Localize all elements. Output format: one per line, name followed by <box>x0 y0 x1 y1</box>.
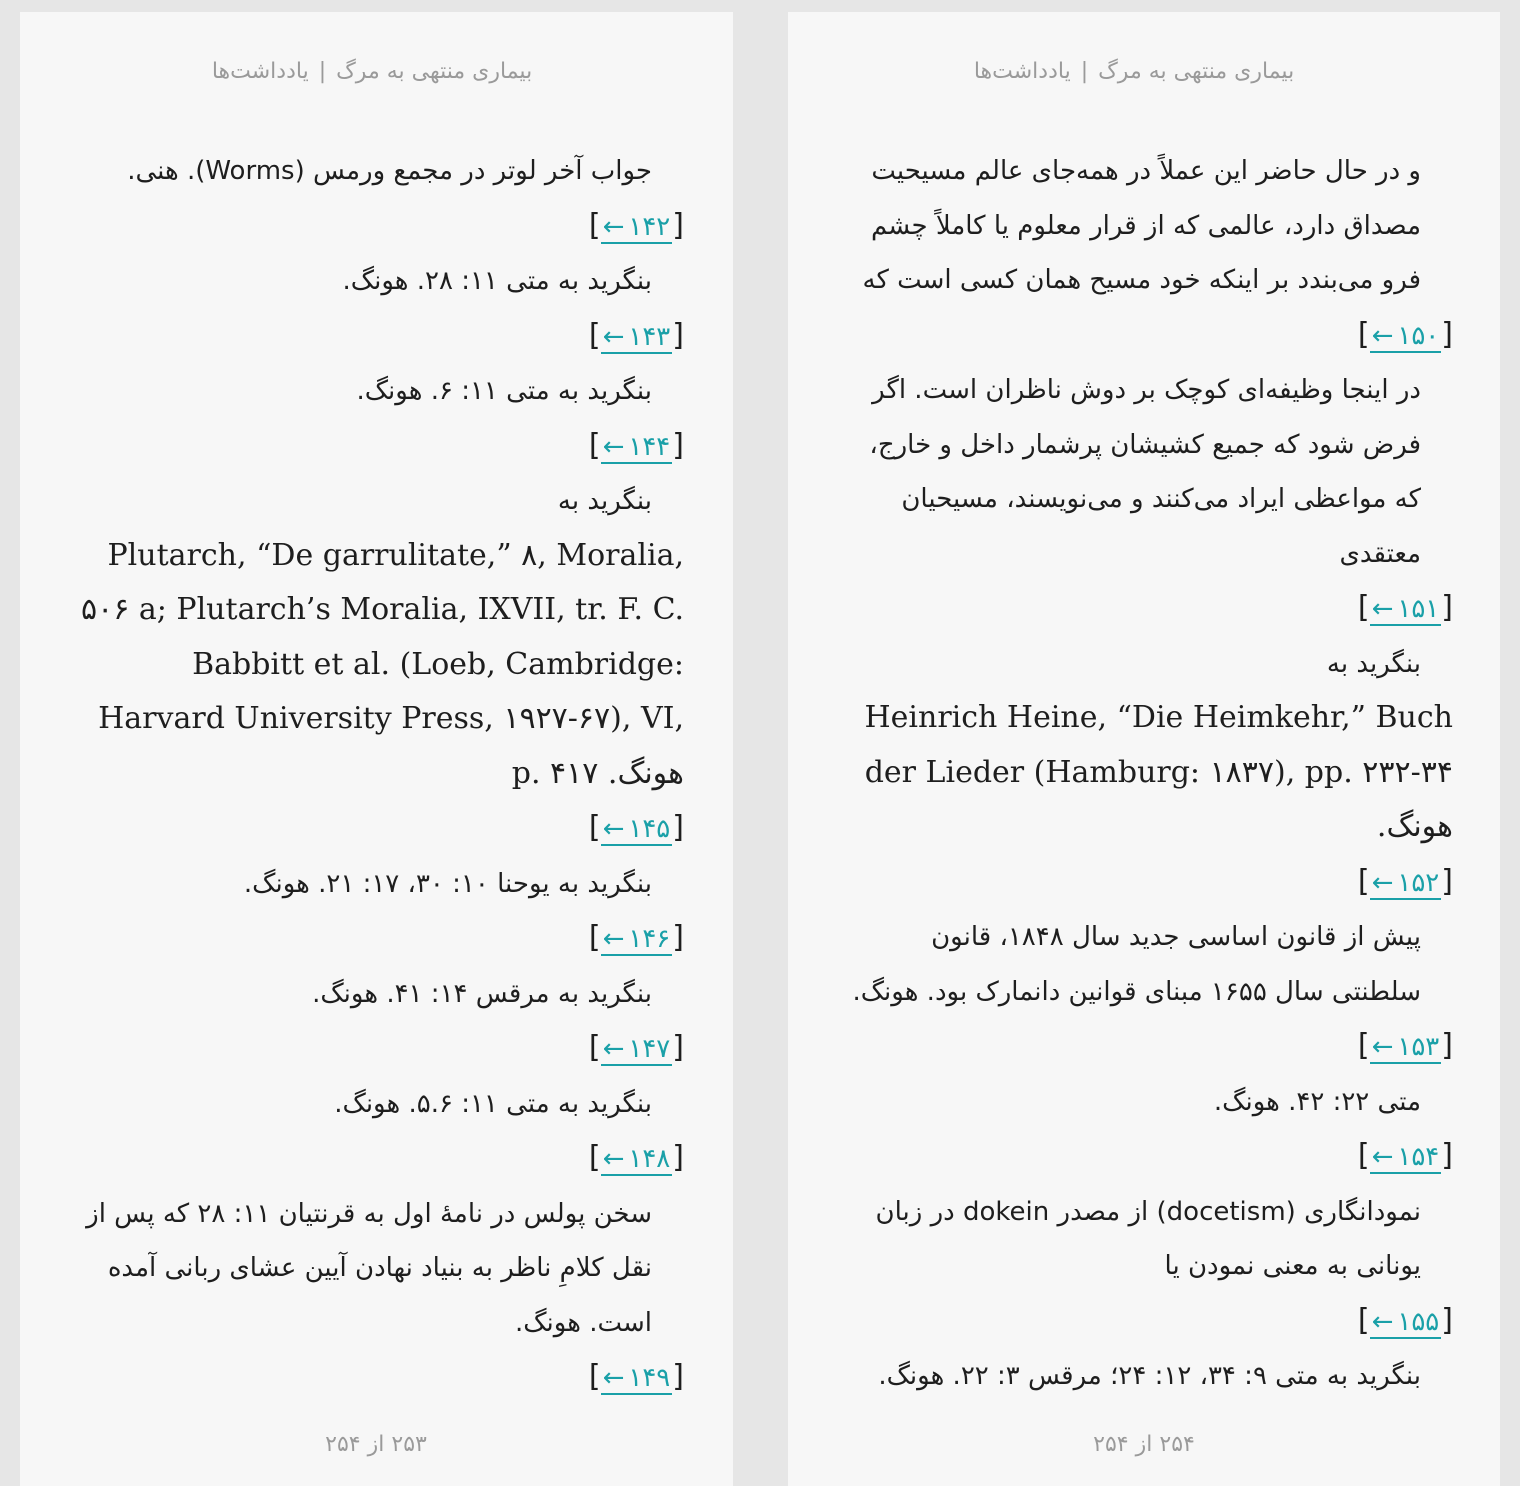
back-arrow-icon[interactable]: ← <box>602 1363 625 1393</box>
back-arrow-icon[interactable]: ← <box>602 1034 625 1064</box>
bracket-open: [ <box>672 1359 684 1394</box>
bracket-open: [ <box>1441 316 1453 352</box>
notes-body <box>838 144 1453 1404</box>
current-page: ۲۵۳ <box>391 1432 427 1457</box>
back-arrow-icon[interactable]: ← <box>1371 1032 1394 1062</box>
note-citation: Heinrich Heine, “Die Heimkehr,” Buch der Lieder (Hamburg: ۱۸۳۷), pp. ۲۳۲-۳۴ .هونگ <box>864 700 1453 844</box>
footnote-return-link[interactable]: ۱۵۵ <box>1397 1306 1440 1337</box>
page-of-label: از <box>1135 1432 1153 1457</box>
note-text: نمودانگاری (docetism) از مصدر dokein در زبان یونانی به معنی نمودن یا <box>875 1196 1421 1281</box>
note-text: بنگرید به متی ۱۱: ۲۸. هونگ. <box>342 266 652 296</box>
bracket-close: ] <box>588 920 601 955</box>
note-backlink <box>78 419 684 475</box>
note-text: بنگرید به مرقس ۱۴: ۴۱. هونگ. <box>312 978 652 1009</box>
footnote-return-link[interactable]: ۱۴۹ <box>628 1363 671 1393</box>
note-text: جواب آخر لوتر در مجمع ورمس (Worms). هنی. <box>127 156 652 186</box>
page-number <box>206 1432 546 1457</box>
section-title: یادداشت‌ها <box>211 58 309 84</box>
bracket-close: ] <box>1357 1028 1370 1063</box>
bracket-open: [ <box>1441 863 1453 899</box>
footnote-return-link[interactable]: ۱۴۵ <box>628 814 671 844</box>
book-title: بیماری منتهی به مرگ <box>336 58 533 84</box>
notes-body <box>78 144 684 1406</box>
note-backlink <box>838 1019 1453 1075</box>
footnote-return-link[interactable]: ۱۵۳ <box>1397 1032 1440 1062</box>
footnote-return-link[interactable]: ۱۴۳ <box>628 321 671 352</box>
note-backlink <box>78 911 684 967</box>
note-backlink <box>838 308 1453 364</box>
bracket-close: ] <box>1357 1138 1370 1173</box>
note-backlink <box>78 1021 684 1077</box>
note-text: بنگرید به متی ۹: ۳۴، ۱۲: ۲۴؛ مرقس ۳: ۲۲. هونگ. <box>878 1361 1421 1391</box>
footnote-return-link[interactable]: ۱۴۴ <box>628 431 671 462</box>
bracket-close: ] <box>588 810 601 845</box>
note-backlink <box>78 199 684 255</box>
footnote-return-link[interactable]: ۱۴۲ <box>628 211 671 242</box>
page-of-label: از <box>367 1432 385 1457</box>
page-number <box>974 1432 1314 1457</box>
section-title: یادداشت‌ها <box>973 58 1071 84</box>
note-backlink <box>78 801 684 857</box>
note-text: بنگرید به یوحنا ۱۰: ۳۰، ۱۷: ۲۱. هونگ. <box>243 868 652 899</box>
footnote-return-link[interactable]: ۱۴۶ <box>628 924 671 954</box>
back-arrow-icon[interactable]: ← <box>602 814 625 844</box>
bracket-close: ] <box>1357 1302 1370 1338</box>
back-arrow-icon[interactable]: ← <box>1371 594 1394 624</box>
header-separator: | <box>318 58 327 84</box>
total-pages: ۲۵۴ <box>325 1432 361 1457</box>
footnote-return-link[interactable]: ۱۵۴ <box>1397 1142 1440 1172</box>
note-backlink <box>838 581 1453 637</box>
back-arrow-icon[interactable]: ← <box>1371 867 1394 898</box>
bracket-close: ] <box>1357 316 1370 352</box>
footnote-return-link[interactable]: ۱۵۲ <box>1397 867 1440 898</box>
bracket-close: ] <box>588 207 601 243</box>
note-citation: Plutarch, “De garrulitate,” ۸, Moralia, ۵۰۶ a; Plutarch’s Moralia, IXVII, tr. F. C. Babbitt et al. (Loeb, Cambridge: Harvard University Press, ۱۹۲۷-۶۷), VI, p. ۴۱۷ .هونگ <box>81 537 684 791</box>
note-backlink <box>78 1131 684 1187</box>
bracket-close: ] <box>588 1359 601 1394</box>
note-text: بنگرید به <box>557 486 652 516</box>
bracket-close: ] <box>588 1030 601 1065</box>
bracket-open: [ <box>672 207 684 243</box>
note-backlink <box>838 855 1453 911</box>
footnote-return-link[interactable]: ۱۴۸ <box>628 1144 671 1174</box>
right-page <box>788 12 1500 1486</box>
note-text: بنگرید به متی ۱۱: ۵.۶. هونگ. <box>334 1088 652 1119</box>
note-text: بنگرید به <box>1326 648 1421 679</box>
running-header <box>202 54 542 88</box>
footnote-return-link[interactable]: ۱۴۷ <box>628 1034 671 1064</box>
back-arrow-icon[interactable]: ← <box>1371 320 1394 351</box>
note-text: پیش از قانون اساسی جدید سال ۱۸۴۸، قانون سلطنتی سال ۱۶۵۵ مبنای قوانین دانمارک بود. هونگ. <box>852 922 1421 1007</box>
note-backlink <box>78 1350 684 1406</box>
back-arrow-icon[interactable]: ← <box>602 211 625 242</box>
bracket-close: ] <box>588 317 601 353</box>
note-backlink <box>838 1294 1453 1350</box>
left-page <box>20 12 733 1486</box>
bracket-open: [ <box>672 1140 684 1175</box>
note-backlink <box>78 309 684 365</box>
note-text: در اینجا وظیفه‌ای کوچک بر دوش ناظران است. اگر فرض شود که جمیع کشیشان پرشمار داخل و خارج، که مواعظی ایراد می‌کنند و می‌نویسند، مسیحیان معتقدی <box>869 375 1421 569</box>
bracket-open: [ <box>672 920 684 955</box>
header-separator: | <box>1080 58 1089 84</box>
back-arrow-icon[interactable]: ← <box>1371 1306 1394 1337</box>
back-arrow-icon[interactable]: ← <box>602 1144 625 1174</box>
note-text: و در حال حاضر این عملاً در همه‌جای عالم مسیحیت مصداق دارد، عالمی که از قرار معلوم یا کاملاً چشم فرو می‌بندد بر اینکه خود مسیح همان کسی است که <box>862 156 1421 295</box>
current-page: ۲۵۴ <box>1159 1432 1195 1457</box>
bracket-open: [ <box>672 317 684 353</box>
bracket-open: [ <box>672 1030 684 1065</box>
bracket-open: [ <box>672 427 684 463</box>
total-pages: ۲۵۴ <box>1093 1432 1129 1457</box>
back-arrow-icon[interactable]: ← <box>602 321 625 352</box>
note-text: متی ۲۲: ۴۲. هونگ. <box>1213 1086 1421 1117</box>
bracket-open: [ <box>1441 1302 1453 1338</box>
footnote-return-link[interactable]: ۱۵۱ <box>1397 594 1440 624</box>
bracket-open: [ <box>1441 1028 1453 1063</box>
bracket-open: [ <box>1441 1138 1453 1173</box>
back-arrow-icon[interactable]: ← <box>602 431 625 462</box>
note-text: بنگرید به متی ۱۱: ۶. هونگ. <box>356 376 652 406</box>
footnote-return-link[interactable]: ۱۵۰ <box>1397 320 1440 351</box>
back-arrow-icon[interactable]: ← <box>602 924 625 954</box>
bracket-open: [ <box>1441 590 1453 625</box>
bracket-open: [ <box>672 810 684 845</box>
bracket-close: ] <box>1357 863 1370 899</box>
running-header <box>964 54 1304 88</box>
bracket-close: ] <box>1357 590 1370 625</box>
bracket-close: ] <box>588 427 601 463</box>
back-arrow-icon[interactable]: ← <box>1371 1142 1394 1172</box>
note-backlink <box>838 1129 1453 1185</box>
note-text: سخن پولس در نامۀ اول به قرنتیان ۱۱: ۲۸ که پس از نقل کلامِ ناظر به بنیاد نهادن آیین عشای ربانی آمده است. هونگ. <box>86 1198 652 1338</box>
bracket-close: ] <box>588 1140 601 1175</box>
book-title: بیماری منتهی به مرگ <box>1098 58 1295 84</box>
